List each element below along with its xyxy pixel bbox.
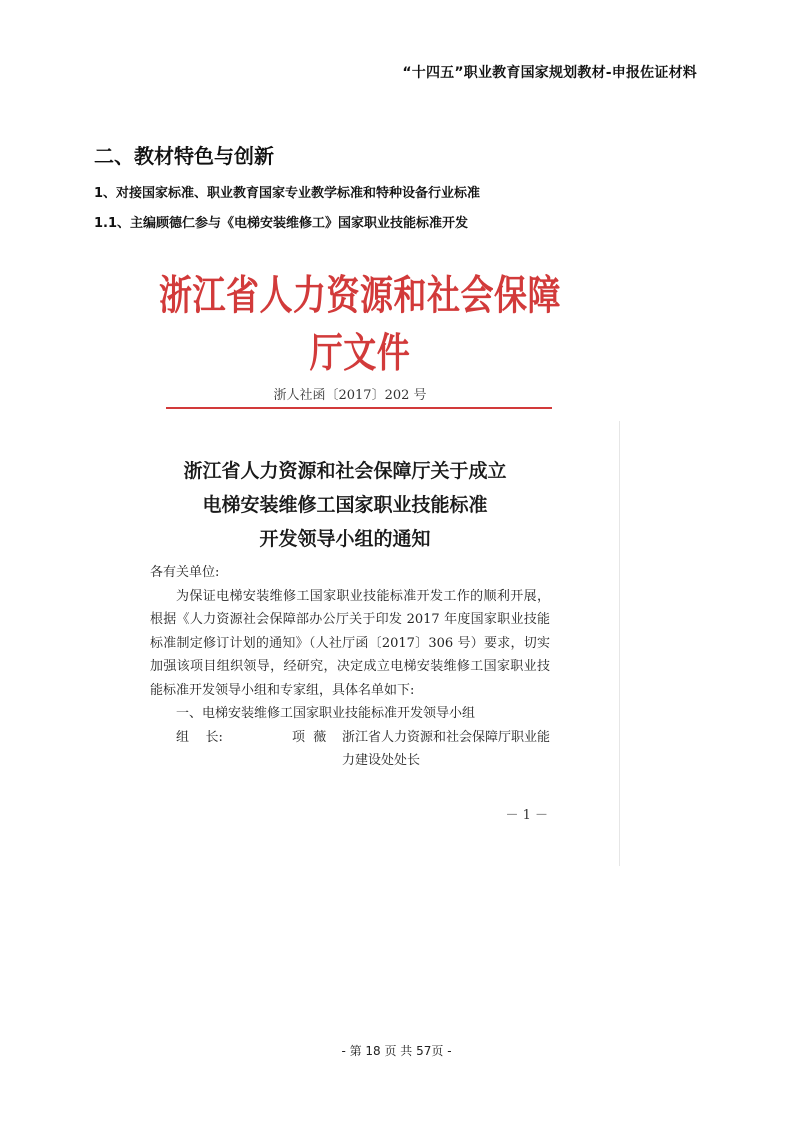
section-title: 二、教材特色与创新 <box>94 144 274 168</box>
document-header: “十四五”职业教育国家规划教材-申报佐证材料 <box>402 65 697 81</box>
notice-title-line-3: 开发领导小组的通知 <box>259 528 431 550</box>
leader-label: 组 长: <box>176 729 223 745</box>
notice-body <box>150 561 550 773</box>
notice-title-line-2: 电梯安装维修工国家职业技能标准 <box>202 494 488 516</box>
leader-description: 浙江省人力资源和社会保障厅职业能力建设处处长 <box>342 729 551 768</box>
page-footer: - 第 18 页 共 57页 - <box>341 1044 452 1058</box>
greeting: 各有关单位: <box>150 565 220 580</box>
body-paragraph: 为保证电梯安装维修工国家职业技能标准开发工作的顺利开展，根据《人力资源社会保障部办公厅关于印发 2017 年度国家职业技能标准制定修订计划的通知》（人社厅函〔2017〕306 号）要求，切实加强该项目组织领导，经研究，决定成立电梯安装维修工国家职业技能标准开发领导小组和专家组，具体名单如下: <box>150 588 550 698</box>
leader-name: 项 薇 <box>292 729 327 745</box>
scanned-document-image <box>150 256 620 866</box>
scan-page-number: － 1 － <box>505 808 548 823</box>
notice-title-line-1: 浙江省人力资源和社会保障厅关于成立 <box>183 460 507 482</box>
leader-entry <box>176 726 550 773</box>
list-item-heading: 一、电梯安装维修工国家职业技能标准开发领导小组 <box>176 706 476 721</box>
document-red-header: 浙江省人力资源和社会保障厅文件 <box>159 271 561 377</box>
subsection-heading-1: 1、对接国家标准、职业教育国家专业教学标准和特种设备行业标准 <box>94 186 481 201</box>
scan-edge-line <box>619 421 620 866</box>
document-number: 浙人社函〔2017〕202 号 <box>273 388 427 403</box>
red-divider <box>166 407 552 409</box>
notice-title <box>150 454 540 556</box>
subsection-heading-1-1: 1.1、主编顾德仁参与《电梯安装维修工》国家职业技能标准开发 <box>94 216 469 231</box>
